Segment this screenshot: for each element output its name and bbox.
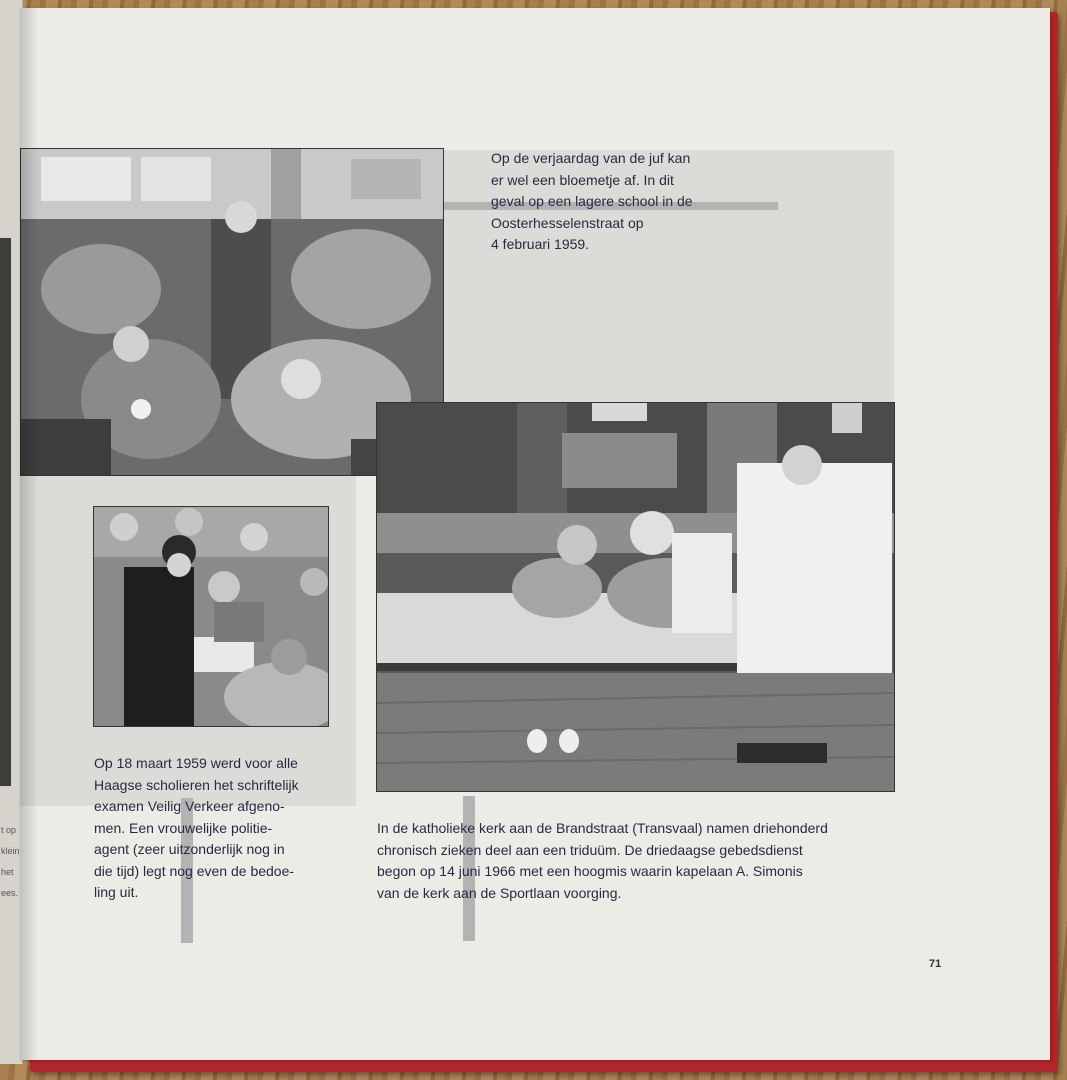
birthday-caption: Op de verjaardag van de juf kan er wel een bloemetje af. In dit geval op een lagere school in de Oosterhesselenstraat op 4 februari 1959. (491, 150, 693, 252)
page-number: 71 (929, 958, 942, 970)
page-gutter-shadow (20, 8, 38, 1060)
previous-page-text: t op klein het ees. (1, 825, 20, 898)
church-sick-patients-photo (376, 402, 895, 792)
exam-police-officer-photo (93, 506, 329, 727)
book-page (20, 8, 1050, 1060)
church-caption: In de katholieke kerk aan de Brandstraat (Transvaal) namen driehonderd chronisch zieken deel aan een triduüm. De driedaagse gebedsdienst begon op 14 juni 1966 met een hoogmis waarin kapelaan A. Simonis van de kerk aan de Sportlaan voorging. (377, 820, 828, 901)
exam-caption: Op 18 maart 1959 werd voor alle Haagse scholieren het schriftelijk examen Veilig Verkeer afgeno- men. Een vrouwelijke politie- agent (zeer uitzonderlijk nog in die tijd) legt nog even de bedoe- ling uit. (94, 755, 299, 900)
previous-page-photo (0, 238, 11, 786)
